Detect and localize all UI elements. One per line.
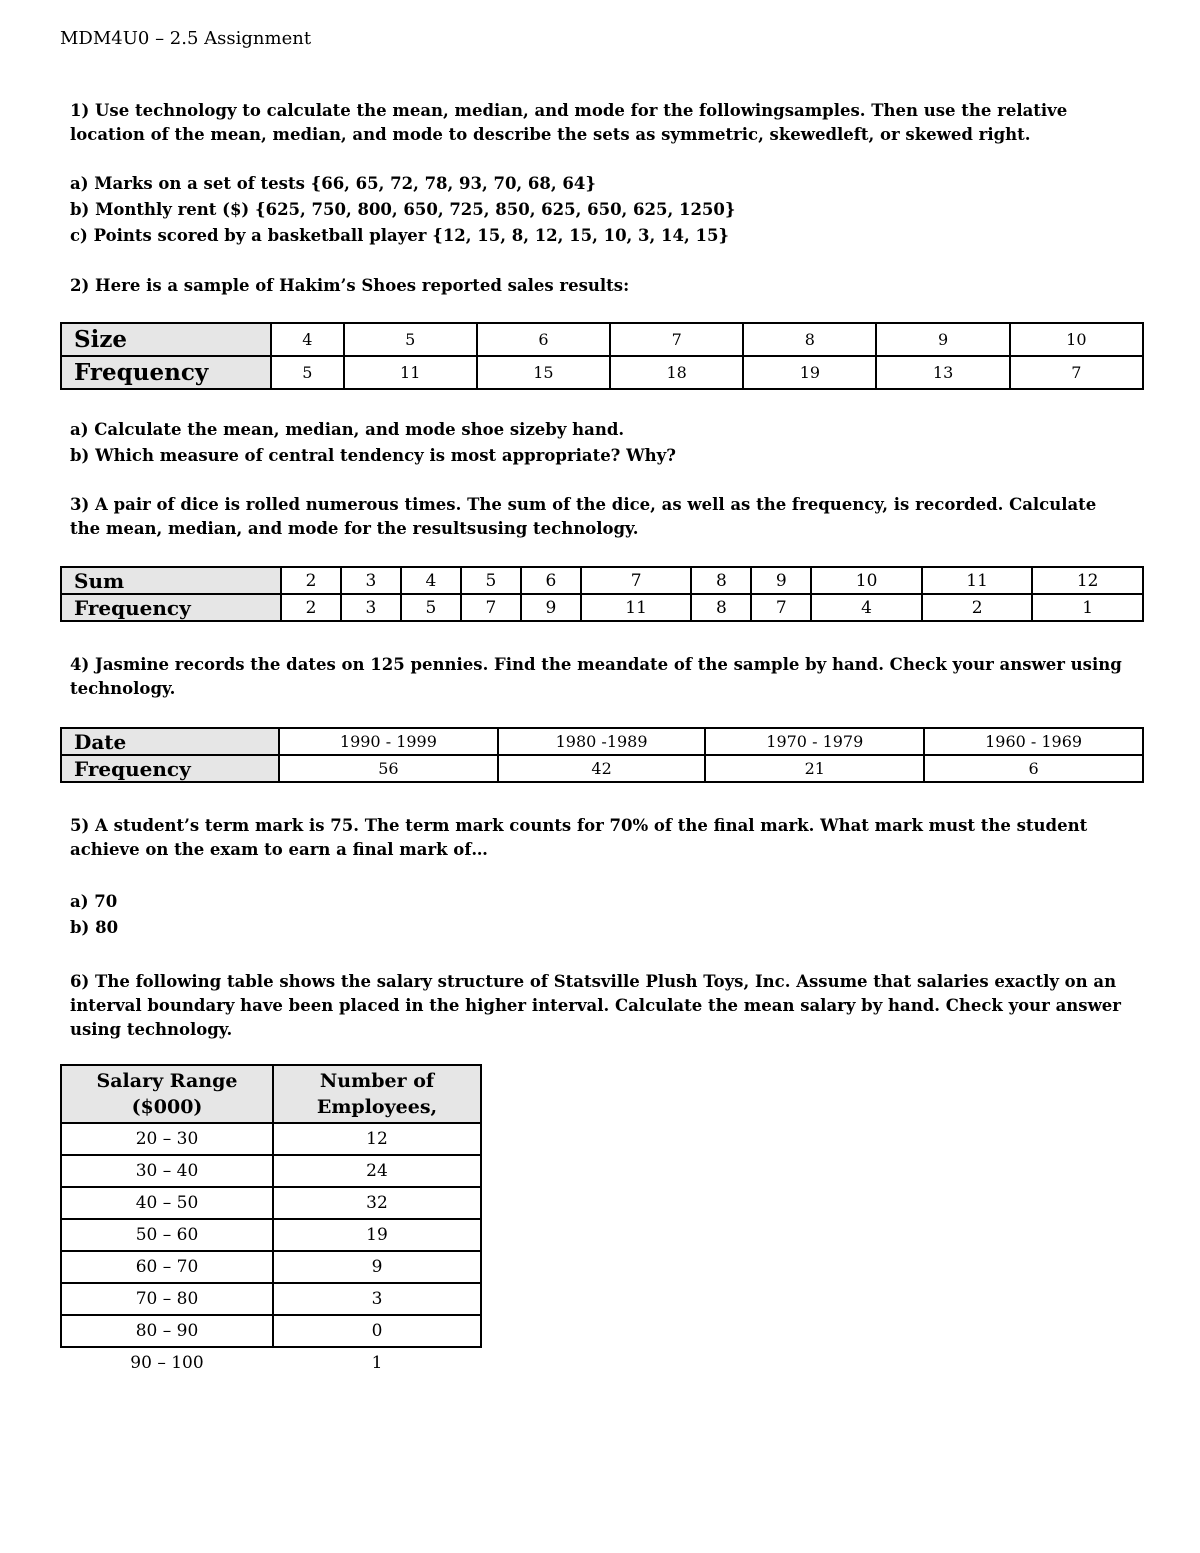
table-cell: 3 [341, 567, 401, 594]
column-header-salary-range [61, 1065, 273, 1123]
question-1-part-c [70, 224, 729, 248]
table-cell: 8 [691, 594, 751, 621]
row-header: Size [61, 323, 271, 356]
part-label: a) [70, 420, 89, 439]
table-cell: 1960 - 1969 [924, 728, 1143, 755]
table-cell: 80 – 90 [61, 1315, 273, 1347]
table-cell: 32 [273, 1187, 481, 1219]
table-header-row [61, 1065, 481, 1123]
table-cell: 4 [401, 567, 461, 594]
question-number: 4) [70, 655, 90, 674]
table-row [61, 594, 1143, 621]
table-cell: 9 [876, 323, 1009, 356]
part-text: Points scored by a basketball player {12, 15, 8, 12, 15, 10, 3, 14, 15} [93, 226, 730, 245]
table-row [61, 1251, 481, 1283]
table-cell: 1 [371, 1353, 383, 1373]
header-line: Salary Range [96, 1070, 238, 1092]
table-cell: 7 [581, 567, 692, 594]
question-5-part-a [70, 890, 117, 914]
table-cell: 70 – 80 [61, 1283, 273, 1315]
dice-sum-table [60, 566, 1144, 622]
table-row [61, 728, 1143, 755]
question-number: 2) [70, 276, 90, 295]
table-cell: 1970 - 1979 [705, 728, 924, 755]
question-2-part-b [70, 444, 676, 468]
table-row [61, 1219, 481, 1251]
table-row [61, 1283, 481, 1315]
question-5 [70, 814, 1130, 862]
table-cell: 19 [743, 356, 876, 389]
question-1-part-a [70, 172, 596, 196]
table-cell: 6 [477, 323, 610, 356]
question-1 [70, 99, 1130, 147]
part-label: a) [70, 892, 89, 911]
table-cell: 18 [610, 356, 743, 389]
table-cell: 6 [521, 567, 581, 594]
question-5-part-b [70, 916, 118, 940]
question-number: 3) [70, 495, 90, 514]
table-cell: 10 [1010, 323, 1143, 356]
table-cell: 1 [1032, 594, 1143, 621]
question-text: A pair of dice is rolled numerous times. The sum of the dice, as well as the frequency, is recorded. Calculate the mean, median, and mode for the resultsusing technology. [70, 495, 1097, 538]
table-cell: 11 [581, 594, 692, 621]
table-row [61, 755, 1143, 782]
table-cell: 7 [610, 323, 743, 356]
table-cell: 6 [924, 755, 1143, 782]
table-cell: 30 – 40 [61, 1155, 273, 1187]
table-cell: 19 [273, 1219, 481, 1251]
table-cell: 5 [344, 323, 477, 356]
question-number: 1) [70, 101, 90, 120]
table-cell: 1980 -1989 [498, 728, 706, 755]
row-header: Frequency [61, 594, 281, 621]
header-line: ($000) [131, 1096, 203, 1118]
part-text: Monthly rent ($) {625, 750, 800, 650, 725, 850, 625, 650, 625, 1250} [95, 200, 736, 219]
table-cell: 20 – 30 [61, 1123, 273, 1155]
table-row [61, 567, 1143, 594]
row-header: Sum [61, 567, 281, 594]
table-cell: 56 [279, 755, 498, 782]
table-cell: 2 [922, 594, 1033, 621]
table-cell: 2 [281, 567, 341, 594]
question-6 [70, 970, 1130, 1042]
table-cell: 7 [1010, 356, 1143, 389]
table-cell: 2 [281, 594, 341, 621]
table-row [61, 1123, 481, 1155]
table-cell: 3 [341, 594, 401, 621]
row-header: Frequency [61, 755, 279, 782]
question-text: A student’s term mark is 75. The term mark counts for 70% of the final mark. What mark must the student achieve on the exam to earn a final mark of… [70, 816, 1088, 859]
question-2 [70, 274, 629, 298]
table-cell: 50 – 60 [61, 1219, 273, 1251]
table-cell: 21 [705, 755, 924, 782]
header-line: Employees, [316, 1096, 438, 1118]
table-cell: 1990 - 1999 [279, 728, 498, 755]
question-number: 5) [70, 816, 90, 835]
table-row [61, 1347, 481, 1378]
column-header-employees [273, 1065, 481, 1123]
question-1-part-b [70, 198, 736, 222]
header-line: Number of [319, 1070, 435, 1092]
table-cell: 7 [461, 594, 521, 621]
table-cell: 15 [477, 356, 610, 389]
part-label: b) [70, 918, 90, 937]
table-cell: 5 [401, 594, 461, 621]
question-2-part-a [70, 418, 624, 442]
table-cell: 7 [751, 594, 811, 621]
table-row [61, 356, 1143, 389]
table-cell: 13 [876, 356, 1009, 389]
table-cell: 24 [273, 1155, 481, 1187]
table-cell: 12 [1032, 567, 1143, 594]
table-cell: 10 [811, 567, 922, 594]
question-3 [70, 493, 1130, 541]
table-cell: 4 [271, 323, 344, 356]
table-row [61, 323, 1143, 356]
table-cell: 8 [743, 323, 876, 356]
table-cell: 5 [271, 356, 344, 389]
row-header: Frequency [61, 356, 271, 389]
table-cell: 11 [922, 567, 1033, 594]
salary-structure-table [60, 1064, 482, 1378]
table-cell: 8 [691, 567, 751, 594]
table-row [61, 1187, 481, 1219]
question-text: Here is a sample of Hakim’s Shoes reported sales results: [95, 276, 630, 295]
part-label: a) [70, 174, 89, 193]
table-cell: 40 – 50 [61, 1187, 273, 1219]
part-label: b) [70, 200, 90, 219]
table-cell: 4 [811, 594, 922, 621]
table-cell: 11 [344, 356, 477, 389]
table-cell: 42 [498, 755, 706, 782]
penny-dates-table [60, 727, 1144, 783]
table-row [61, 1315, 481, 1347]
question-4 [70, 653, 1130, 701]
question-text: The following table shows the salary structure of Statsville Plush Toys, Inc. Assume that salaries exactly on an interval boundary have been placed in the higher interval. Calculate the mean salary by hand. Check your answer using technology. [70, 972, 1121, 1039]
table-cell: 9 [751, 567, 811, 594]
shoe-size-table [60, 322, 1144, 390]
table-cell: 9 [273, 1251, 481, 1283]
table-cell: 9 [521, 594, 581, 621]
part-text: Marks on a set of tests {66, 65, 72, 78, 93, 70, 68, 64} [94, 174, 596, 193]
table-cell: 90 – 100 [130, 1353, 204, 1373]
table-row [61, 1155, 481, 1187]
part-text: 70 [94, 892, 118, 911]
question-text: Jasmine records the dates on 125 pennies. Find the meandate of the sample by hand. Check your answer using technology. [70, 655, 1122, 698]
part-text: Which measure of central tendency is most appropriate? Why? [95, 446, 676, 465]
table-cell: 0 [273, 1315, 481, 1347]
page-header: MDM4U0 – 2.5 Assignment [60, 28, 312, 49]
part-label: b) [70, 446, 90, 465]
part-text: Calculate the mean, median, and mode shoe sizeby hand. [94, 420, 625, 439]
table-cell: 5 [461, 567, 521, 594]
part-label: c) [70, 226, 88, 245]
question-number: 6) [70, 972, 90, 991]
table-cell: 3 [273, 1283, 481, 1315]
table-cell: 12 [273, 1123, 481, 1155]
row-header: Date [61, 728, 279, 755]
part-text: 80 [95, 918, 119, 937]
question-text: Use technology to calculate the mean, median, and mode for the followingsamples. Then use the relative location of the mean, median, and mode to describe the sets as symmetric, skewedleft, or skewed right. [70, 101, 1068, 144]
table-cell: 60 – 70 [61, 1251, 273, 1283]
